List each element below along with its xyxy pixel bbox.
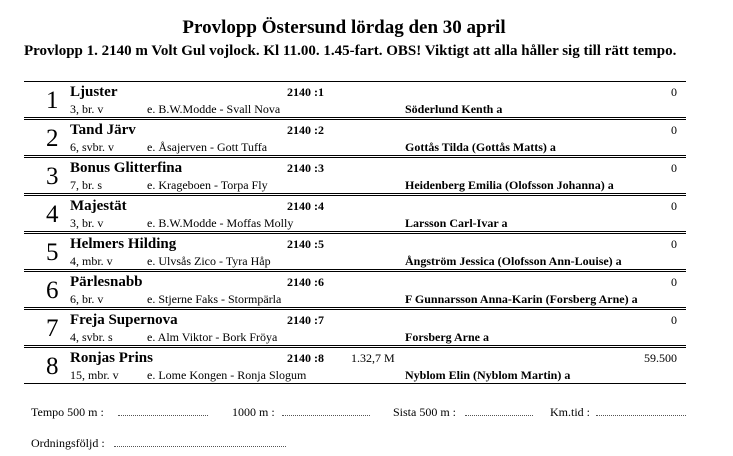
earnings: 0 xyxy=(671,237,677,251)
horse-details: 7, br. s xyxy=(70,178,103,192)
horse-name: Tand Järv xyxy=(70,122,136,138)
entry-row xyxy=(24,81,686,118)
start-number: 6 xyxy=(46,277,59,304)
start-number: 3 xyxy=(46,163,59,190)
distance-track: 2140 :6 xyxy=(287,275,324,289)
entry-row xyxy=(24,233,686,270)
horse-details: 3, br. v xyxy=(70,216,104,230)
start-number: 2 xyxy=(46,125,59,152)
horse-name: Ronjas Prins xyxy=(70,350,153,366)
distance-track: 2140 :2 xyxy=(287,123,324,137)
driver-name: Larsson Carl-Ivar a xyxy=(405,216,508,230)
earnings: 0 xyxy=(671,161,677,175)
entry-row xyxy=(24,119,686,156)
entries-list xyxy=(24,81,686,385)
tempo-label: Tempo 500 m : xyxy=(31,405,104,419)
pedigree: e. Stjerne Faks - Stormpärla xyxy=(147,292,282,306)
horse-name: Freja Supernova xyxy=(70,312,178,328)
last500-field xyxy=(465,405,533,416)
distance-track: 2140 :5 xyxy=(287,237,324,251)
driver-name: Gottås Tilda (Gottås Matts) a xyxy=(405,140,556,154)
distance-track: 2140 :4 xyxy=(287,199,324,213)
horse-details: 15, mbr. v xyxy=(70,368,119,382)
kmtid-label: Km.tid : xyxy=(550,405,591,419)
earnings: 0 xyxy=(671,123,677,137)
pedigree: e. Ulvsås Zico - Tyra Håp xyxy=(147,254,271,268)
earnings: 0 xyxy=(671,199,677,213)
horse-details: 3, br. v xyxy=(70,102,104,116)
pedigree: e. Krageboen - Torpa Fly xyxy=(147,178,268,192)
distance-track: 2140 :3 xyxy=(287,161,324,175)
driver-name: Heidenberg Emilia (Olofsson Johanna) a xyxy=(405,178,614,192)
page-title: Provlopp Östersund lördag den 30 april xyxy=(182,17,506,38)
horse-details: 6, br. v xyxy=(70,292,104,306)
order-label: Ordningsföljd : xyxy=(31,436,105,450)
start-number: 7 xyxy=(46,315,59,342)
earnings: 59.500 xyxy=(644,351,677,365)
order-field xyxy=(114,436,286,447)
horse-details: 4, svbr. s xyxy=(70,330,113,344)
1000m-label: 1000 m : xyxy=(232,405,275,419)
pedigree: e. Lome Kongen - Ronja Slogum xyxy=(147,368,307,382)
pedigree: e. Åsajerven - Gott Tuffa xyxy=(147,140,268,154)
distance-track: 2140 :1 xyxy=(287,85,324,99)
driver-name: F Gunnarsson Anna-Karin (Forsberg Arne) a xyxy=(405,292,638,306)
horse-name: Majestät xyxy=(70,198,127,214)
start-number: 5 xyxy=(46,239,59,266)
entry-row xyxy=(24,347,686,384)
entry-row xyxy=(24,157,686,194)
driver-name: Forsberg Arne a xyxy=(405,330,489,344)
start-number: 1 xyxy=(46,87,59,114)
tempo-field xyxy=(118,405,208,416)
horse-details: 6, svbr. v xyxy=(70,140,115,154)
horse-details: 4, mbr. v xyxy=(70,254,113,268)
race-info: Provlopp 1. 2140 m Volt Gul vojlock. Kl 11.00. 1.45-fart. OBS! Viktigt att alla håller sig till rätt tempo. xyxy=(24,43,677,59)
entry-row xyxy=(24,195,686,232)
distance-track: 2140 :8 xyxy=(287,351,324,365)
1000m-field xyxy=(282,405,370,416)
pedigree: e. B.W.Modde - Svall Nova xyxy=(147,102,281,116)
start-number: 4 xyxy=(46,201,59,228)
distance-track: 2140 :7 xyxy=(287,313,324,327)
earnings: 0 xyxy=(671,313,677,327)
driver-name: Nyblom Elin (Nyblom Martin) a xyxy=(405,368,571,382)
horse-name: Pärlesnabb xyxy=(70,274,143,290)
horse-name: Helmers Hilding xyxy=(70,236,177,252)
pedigree: e. Alm Viktor - Bork Fröya xyxy=(147,330,278,344)
start-number: 8 xyxy=(46,353,59,380)
earnings: 0 xyxy=(671,275,677,289)
record-time: 1.32,7 M xyxy=(351,351,395,365)
entry-row xyxy=(24,271,686,308)
driver-name: Söderlund Kenth a xyxy=(405,102,503,116)
horse-name: Bonus Glitterfina xyxy=(70,160,183,176)
pedigree: e. B.W.Modde - Moffas Molly xyxy=(147,216,294,230)
driver-name: Ångström Jessica (Olofsson Ann-Louise) a xyxy=(405,254,622,268)
horse-name: Ljuster xyxy=(70,84,118,100)
kmtid-field xyxy=(596,405,686,416)
entry-row xyxy=(24,309,686,346)
last500-label: Sista 500 m : xyxy=(393,405,457,419)
earnings: 0 xyxy=(671,85,677,99)
